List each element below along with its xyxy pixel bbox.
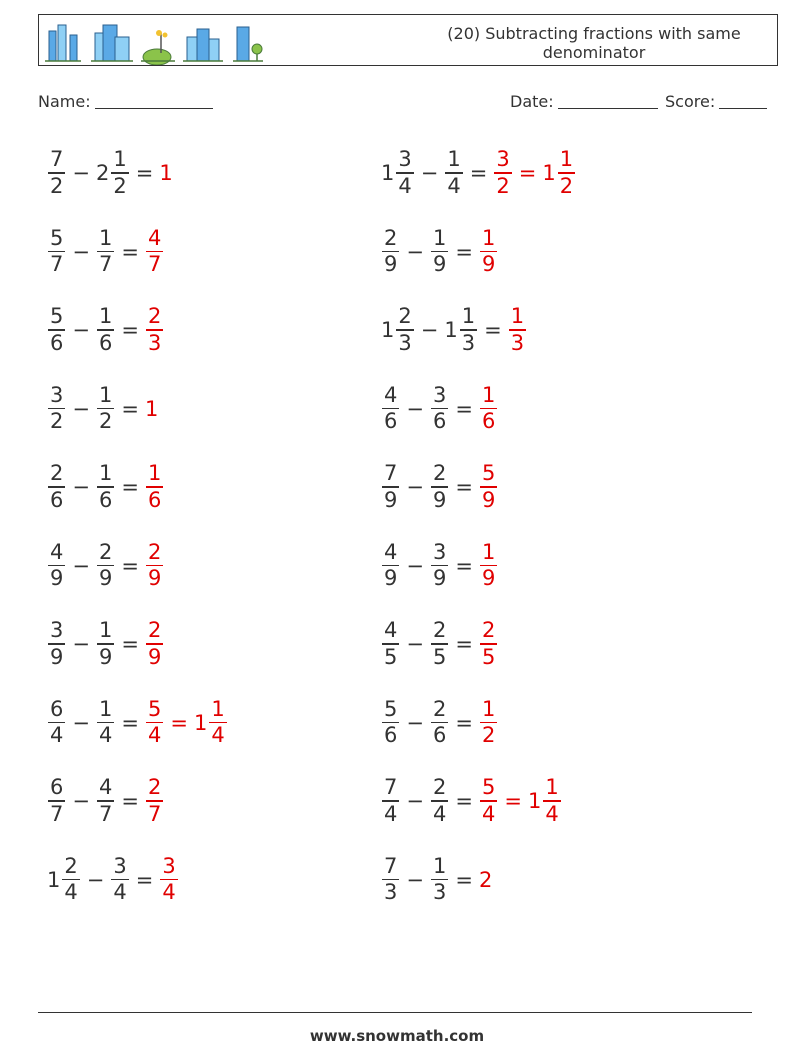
score-label: Score:: [665, 92, 716, 111]
equals-sign: =: [455, 789, 473, 813]
denominator: 9: [481, 252, 496, 277]
minus-sign: −: [420, 161, 439, 185]
denominator: 5: [384, 644, 398, 669]
header-icons: [45, 23, 265, 63]
denominator: 2: [113, 173, 127, 198]
equals-sign: =: [135, 867, 154, 892]
denominator: 6: [98, 487, 113, 512]
minus-sign: −: [72, 710, 90, 735]
numerator: 1: [113, 147, 127, 172]
equals-sign: =: [455, 632, 473, 656]
fraction: [480, 383, 497, 435]
fraction: [431, 226, 448, 278]
numerator: 1: [481, 696, 496, 721]
numerator: 4: [98, 775, 113, 800]
name-blank[interactable]: [95, 92, 213, 109]
fraction: [48, 540, 65, 592]
denominator: 6: [384, 409, 398, 434]
problem-item: [381, 142, 576, 204]
minus-sign: −: [406, 396, 424, 421]
numerator: 2: [147, 618, 162, 643]
denominator: 6: [98, 330, 113, 355]
numerator: 1: [98, 225, 113, 250]
problem-item: [381, 378, 498, 440]
fraction: [97, 383, 114, 435]
numerator: 1: [481, 225, 496, 250]
minus-sign: −: [72, 475, 90, 499]
numerator: 2: [432, 775, 447, 800]
denominator: 3: [147, 330, 162, 355]
minus-sign: −: [406, 867, 424, 892]
numerator: 1: [481, 382, 496, 407]
problem-item: [47, 378, 159, 440]
denominator: 7: [147, 801, 162, 826]
numerator: 4: [384, 539, 398, 564]
fraction: [543, 775, 560, 827]
fraction: [480, 697, 497, 749]
numerator: 1: [98, 382, 113, 407]
equals-sign: =: [455, 553, 473, 578]
fraction: [382, 540, 399, 592]
denominator: 6: [50, 487, 64, 512]
numerator: 1: [432, 853, 447, 878]
whole-number: 1: [159, 161, 173, 185]
answer: [145, 540, 164, 592]
fraction: [382, 383, 399, 435]
denominator: 9: [384, 487, 398, 512]
fraction: [146, 618, 163, 670]
fraction: [431, 461, 448, 513]
numerator: 7: [384, 775, 398, 800]
fraction: [382, 697, 399, 749]
minus-sign: −: [406, 789, 424, 813]
denominator: 2: [496, 173, 510, 198]
numerator: 2: [50, 461, 64, 486]
fraction: [97, 226, 114, 278]
fraction: [48, 461, 65, 513]
answer: [159, 148, 173, 198]
denominator: 9: [147, 566, 162, 591]
score-field[interactable]: [665, 92, 767, 111]
problem-item: [47, 692, 228, 754]
denominator: 2: [559, 173, 574, 198]
equals-sign: =: [455, 867, 473, 892]
denominator: 9: [432, 566, 447, 591]
fraction: [445, 147, 462, 199]
minus-sign: −: [406, 710, 424, 735]
minus-sign: −: [72, 632, 90, 656]
denominator: 9: [50, 644, 64, 669]
denominator: 6: [432, 723, 447, 748]
answer: [145, 304, 164, 356]
title-line-1: (20) Subtracting fractions with same: [447, 24, 741, 43]
numerator: 2: [481, 618, 496, 643]
equals-sign: =: [121, 239, 139, 264]
date-label: Date:: [510, 92, 554, 111]
skyscraper-icon: [45, 25, 81, 61]
denominator: 5: [481, 644, 496, 669]
numerator: 1: [98, 304, 113, 329]
minus-sign: −: [72, 553, 90, 578]
fraction: [480, 461, 497, 513]
fraction: [111, 854, 128, 906]
answer-equals-sign: =: [170, 710, 188, 735]
fraction: [146, 461, 163, 513]
numerator: 7: [384, 461, 398, 486]
numerator: 1: [481, 539, 496, 564]
numerator: 2: [98, 539, 113, 564]
numerator: 3: [432, 382, 447, 407]
fraction: [48, 618, 65, 670]
header-box: [38, 14, 778, 66]
equals-sign: =: [121, 789, 139, 813]
fraction: [382, 461, 399, 513]
fraction: [146, 304, 163, 356]
fraction: [558, 147, 575, 199]
equals-sign: =: [455, 396, 473, 421]
answer: [479, 618, 498, 670]
denominator: 7: [98, 252, 113, 277]
denominator: 4: [162, 880, 176, 905]
denominator: 5: [432, 644, 447, 669]
numerator: 2: [398, 304, 412, 329]
equals-sign: =: [121, 318, 139, 342]
minus-sign: −: [86, 867, 105, 892]
equals-sign: =: [121, 710, 139, 735]
denominator: 2: [50, 409, 64, 434]
denominator: 4: [384, 801, 398, 826]
fraction: [431, 383, 448, 435]
fraction: [382, 854, 399, 906]
numerator: 1: [98, 696, 113, 721]
fraction: [97, 540, 114, 592]
numerator: 1: [447, 147, 461, 172]
equals-sign: =: [121, 553, 139, 578]
numerator: 3: [50, 618, 64, 643]
whole-number: 1: [144, 396, 159, 421]
fraction: [48, 383, 65, 435]
denominator: 7: [147, 252, 162, 277]
numerator: 5: [481, 461, 496, 486]
fraction: [48, 304, 65, 356]
fraction: [480, 226, 497, 278]
answer: [159, 854, 178, 906]
denominator: 4: [64, 880, 78, 905]
denominator: 4: [545, 801, 559, 826]
fraction: [48, 775, 65, 827]
denominator: 4: [50, 723, 64, 748]
worksheet-title: [419, 24, 769, 62]
minus-sign: −: [406, 239, 424, 264]
numerator: 3: [50, 382, 64, 407]
numerator: 1: [559, 147, 574, 172]
minus-sign: −: [420, 318, 439, 342]
fraction: [48, 226, 65, 278]
numerator: 2: [432, 461, 447, 486]
fraction: [48, 147, 65, 199]
problem-item: [47, 299, 164, 361]
denominator: 4: [147, 723, 162, 748]
denominator: 4: [481, 801, 496, 826]
fraction: [480, 618, 497, 670]
fraction: [431, 854, 448, 906]
numerator: 4: [384, 382, 398, 407]
numerator: 2: [432, 696, 447, 721]
numerator: 5: [50, 304, 64, 329]
problem-item: [47, 770, 164, 832]
minus-sign: −: [72, 161, 90, 185]
denominator: 9: [98, 566, 113, 591]
numerator: 3: [162, 853, 176, 878]
denominator: 9: [147, 644, 162, 669]
problem-item: [47, 456, 164, 518]
answer-equals-sign: =: [504, 789, 522, 813]
fraction: [382, 775, 399, 827]
denominator: 7: [98, 801, 113, 826]
denominator: 2: [50, 173, 64, 198]
fraction: [509, 304, 526, 356]
fraction: [97, 618, 114, 670]
problem-item: [47, 142, 174, 204]
denominator: 2: [98, 409, 113, 434]
equals-sign: =: [121, 632, 139, 656]
whole-number: 1: [444, 318, 458, 342]
answer: [145, 384, 159, 434]
equals-sign: =: [135, 161, 154, 185]
fraction: [209, 697, 226, 749]
denominator: 3: [384, 880, 398, 905]
answer: [479, 775, 562, 827]
denominator: 4: [447, 173, 461, 198]
minus-sign: −: [72, 396, 90, 421]
denominator: 4: [432, 801, 447, 826]
numerator: 1: [432, 225, 447, 250]
fraction: [97, 775, 114, 827]
answer: [145, 226, 164, 278]
problem-item: [47, 849, 179, 911]
answer: [508, 304, 527, 356]
numerator: 1: [545, 775, 559, 800]
numerator: 5: [384, 696, 398, 721]
fraction: [494, 147, 511, 199]
answer-equals-sign: =: [518, 161, 537, 185]
denominator: 9: [432, 252, 447, 277]
fraction: [396, 304, 413, 356]
problem-item: [381, 456, 498, 518]
numerator: 6: [50, 696, 64, 721]
equals-sign: =: [455, 239, 473, 264]
denominator: 2: [481, 723, 496, 748]
numerator: 1: [510, 304, 525, 329]
fraction: [480, 775, 497, 827]
office-building-icon: [91, 25, 133, 61]
denominator: 3: [432, 880, 447, 905]
denominator: 9: [98, 644, 113, 669]
whole-number: 1: [47, 867, 61, 892]
fraction: [480, 540, 497, 592]
minus-sign: −: [406, 475, 424, 499]
whole-number: 1: [381, 318, 395, 342]
denominator: 6: [432, 409, 447, 434]
denominator: 3: [398, 330, 412, 355]
minus-sign: −: [406, 553, 424, 578]
whole-number: 1: [381, 161, 395, 185]
numerator: 3: [496, 147, 510, 172]
answer: [145, 697, 228, 749]
name-label: Name:: [38, 92, 91, 111]
fraction: [146, 775, 163, 827]
denominator: 4: [98, 723, 113, 748]
denominator: 4: [113, 880, 127, 905]
whole-number: 1: [542, 161, 556, 185]
denominator: 9: [432, 487, 447, 512]
problem-item: [381, 849, 493, 911]
answer: [145, 775, 164, 827]
denominator: 3: [461, 330, 476, 355]
numerator: 7: [384, 853, 398, 878]
title-line-2: denominator: [542, 43, 646, 62]
denominator: 9: [384, 566, 398, 591]
numerator: 2: [147, 775, 162, 800]
date-field[interactable]: [510, 92, 658, 111]
date-blank[interactable]: [558, 92, 658, 109]
whole-number: 2: [478, 867, 493, 892]
numerator: 1: [98, 618, 113, 643]
footer-url: www.snowmath.com: [309, 1027, 485, 1045]
fraction: [382, 618, 399, 670]
fraction: [431, 618, 448, 670]
fraction: [382, 226, 399, 278]
fraction: [396, 147, 413, 199]
answer: [479, 697, 498, 749]
tower-tree-icon: [233, 27, 263, 61]
park-tree-icon: [141, 30, 175, 65]
minus-sign: −: [72, 789, 90, 813]
answer: [145, 618, 164, 670]
problem-item: [381, 299, 527, 361]
numerator: 2: [432, 618, 447, 643]
denominator: 6: [384, 723, 398, 748]
denominator: 9: [481, 487, 496, 512]
equals-sign: =: [121, 475, 139, 499]
equals-sign: =: [469, 161, 488, 185]
fraction: [62, 854, 79, 906]
denominator: 3: [510, 330, 525, 355]
problem-item: [381, 770, 562, 832]
problem-item: [381, 692, 498, 754]
fraction: [431, 540, 448, 592]
problem-item: [381, 221, 498, 283]
answer: [479, 461, 498, 513]
answer: [145, 461, 164, 513]
denominator: 6: [50, 330, 64, 355]
numerator: 3: [113, 853, 127, 878]
answer: [493, 147, 576, 199]
fraction: [431, 775, 448, 827]
numerator: 5: [481, 775, 496, 800]
fraction: [146, 226, 163, 278]
denominator: 9: [384, 252, 398, 277]
numerator: 3: [398, 147, 412, 172]
whole-number: 1: [193, 710, 208, 735]
denominator: 4: [398, 173, 412, 198]
numerator: 1: [147, 461, 162, 486]
fraction: [146, 697, 163, 749]
numerator: 2: [147, 304, 162, 329]
problem-item: [47, 221, 164, 283]
minus-sign: −: [406, 632, 424, 656]
numerator: 4: [384, 618, 398, 643]
city-buildings-icon: [183, 29, 223, 61]
problem-item: [47, 535, 164, 597]
fraction: [97, 461, 114, 513]
equals-sign: =: [455, 710, 473, 735]
score-blank[interactable]: [719, 92, 767, 109]
problem-item: [47, 613, 164, 675]
footer-divider: [38, 1012, 752, 1013]
numerator: 1: [211, 696, 225, 721]
denominator: 9: [481, 566, 496, 591]
equals-sign: =: [455, 475, 473, 499]
equals-sign: =: [121, 396, 139, 421]
numerator: 6: [50, 775, 64, 800]
fraction: [97, 304, 114, 356]
answer: [479, 226, 498, 278]
fraction: [111, 147, 128, 199]
minus-sign: −: [72, 318, 90, 342]
denominator: 6: [481, 409, 496, 434]
whole-number: 2: [95, 161, 110, 185]
fraction: [431, 697, 448, 749]
fraction: [48, 697, 65, 749]
denominator: 6: [147, 487, 162, 512]
fraction: [160, 854, 177, 906]
numerator: 2: [147, 539, 162, 564]
numerator: 2: [384, 225, 398, 250]
numerator: 5: [50, 225, 64, 250]
fraction: [460, 304, 477, 356]
denominator: 4: [211, 723, 225, 748]
fraction: [146, 540, 163, 592]
problem-item: [381, 613, 498, 675]
answer: [479, 383, 498, 435]
numerator: 5: [147, 696, 162, 721]
denominator: 7: [50, 252, 64, 277]
equals-sign: =: [484, 318, 502, 342]
numerator: 1: [461, 304, 476, 329]
fraction: [97, 697, 114, 749]
numerator: 4: [50, 539, 64, 564]
minus-sign: −: [72, 239, 90, 264]
problem-item: [381, 535, 498, 597]
name-field[interactable]: [38, 92, 213, 111]
denominator: 7: [50, 801, 64, 826]
numerator: 2: [64, 853, 78, 878]
whole-number: 1: [527, 789, 542, 813]
answer: [479, 855, 493, 905]
numerator: 1: [98, 461, 113, 486]
numerator: 4: [147, 225, 162, 250]
denominator: 9: [50, 566, 64, 591]
answer: [479, 540, 498, 592]
numerator: 7: [50, 147, 64, 172]
numerator: 3: [432, 539, 447, 564]
